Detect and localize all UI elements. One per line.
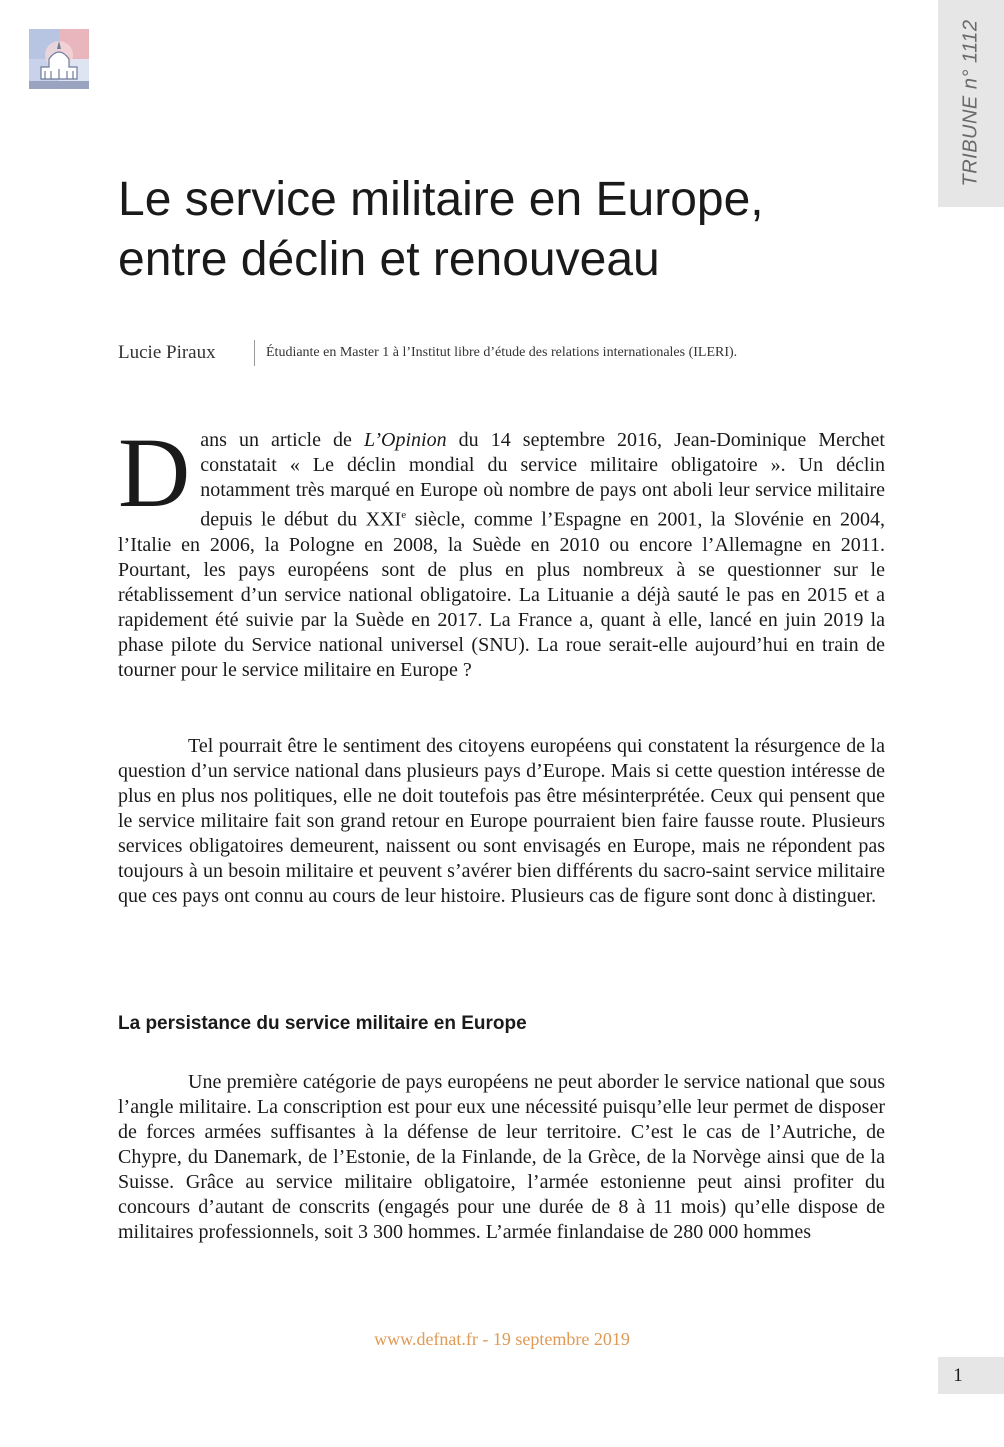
- tribune-number: TRIBUNE n° 1112: [959, 19, 982, 187]
- page-title: [118, 170, 878, 290]
- tribune-side-tab: [938, 0, 1004, 207]
- drop-cap: D: [118, 417, 191, 528]
- author-name: Lucie Piraux: [118, 342, 216, 363]
- paragraph-1-part-3: siècle, comme l’Espagne en 2001, la Slovénie en 2004, l’Italie en 2006, la Pologne en 2008, la Suède en 2010 ou encore l’Allemagne en 2011. Pourtant, les pays européens sont de plus en plus nombreux à se questionner sur le rétablissement d’un service national obligatoire. La Lituanie a déjà sauté le pas en 2015 et a rapidement été suivie par la Suède en 2017. La France a, quant à elle, lancé en juin 2019 la phase pilote du Service national universel (SNU). La roue serait-elle aujourd’hui en train de tourner pour le service militaire en Europe ?: [118, 508, 886, 681]
- page-number-box: [938, 1357, 1004, 1394]
- century-superscript: e: [401, 509, 407, 521]
- paragraph-2: Tel pourrait être le sentiment des citoyens européens qui constatent la résurgence de la question d’un service national dans plusieurs pays d’Europe. Mais si cette question intéresse de plus en plus nos politiques, elle ne doit toutefois pas être mésinterprétée. Ceux qui pensent que le service militaire fait son grand retour en Europe pourraient bien faire fausse route. Plusieurs services obligatoires demeurent, naissent ou sont envisagés en Europe, mais ne répondent pas toujours à un besoin militaire et peuvent s’avérer bien différents du sacro-saint service militaire que ces pays ont connu au cours de leur histoire. Plusieurs cas de figure sont donc à distinguer.: [118, 735, 885, 907]
- paragraph-1-part-1: ans un article de: [200, 429, 364, 451]
- footer-link[interactable]: www.defnat.fr - 19 septembre 2019: [374, 1329, 630, 1349]
- title-line-2: entre déclin et renouveau: [118, 233, 660, 286]
- paragraph-1: [118, 417, 886, 683]
- publication-name: L’Opinion: [363, 429, 447, 451]
- institution-building-logo: [29, 29, 89, 89]
- paragraph-3: Une première catégorie de pays européens ne peut aborder le service national que sous l’angle militaire. La conscription est pour eux une nécessité puisqu’elle leur permet de disposer de forces armées suffisantes à la défense de leur territoire. C’est le cas de l’Autriche, de Chypre, du Danemark, de l’Estonie, de la Finlande, de la Grèce, de la Norvège ainsi que de la Suisse. Grâce au service militaire obligatoire, l’armée estonienne peut ainsi profiter du concours d’autant de conscrits (engagés pour une durée de 8 à 11 mois) qu’elle dispose de militaires professionnels, soit 3 300 hommes. L’armée finlandaise de 280 000 hommes: [118, 1071, 885, 1243]
- author-description: Étudiante en Master 1 à l’Institut libre d’étude des relations internationales (ILERI).: [266, 345, 738, 360]
- section-heading: La persistance du service militaire en Europe: [118, 1013, 527, 1034]
- author-divider: [254, 340, 255, 366]
- page-number: 1: [953, 1365, 963, 1386]
- title-line-1: Le service militaire en Europe,: [118, 173, 764, 226]
- author-line: [118, 340, 898, 368]
- paragraph-1-part-2: du 14 septembre 2016, Jean-Dominique Merchet constatait « Le déclin mondial du service militaire obligatoire ». Un déclin notamment très marqué en Europe où nombre de pays ont aboli leur service militaire depuis le début du XXI: [200, 429, 885, 531]
